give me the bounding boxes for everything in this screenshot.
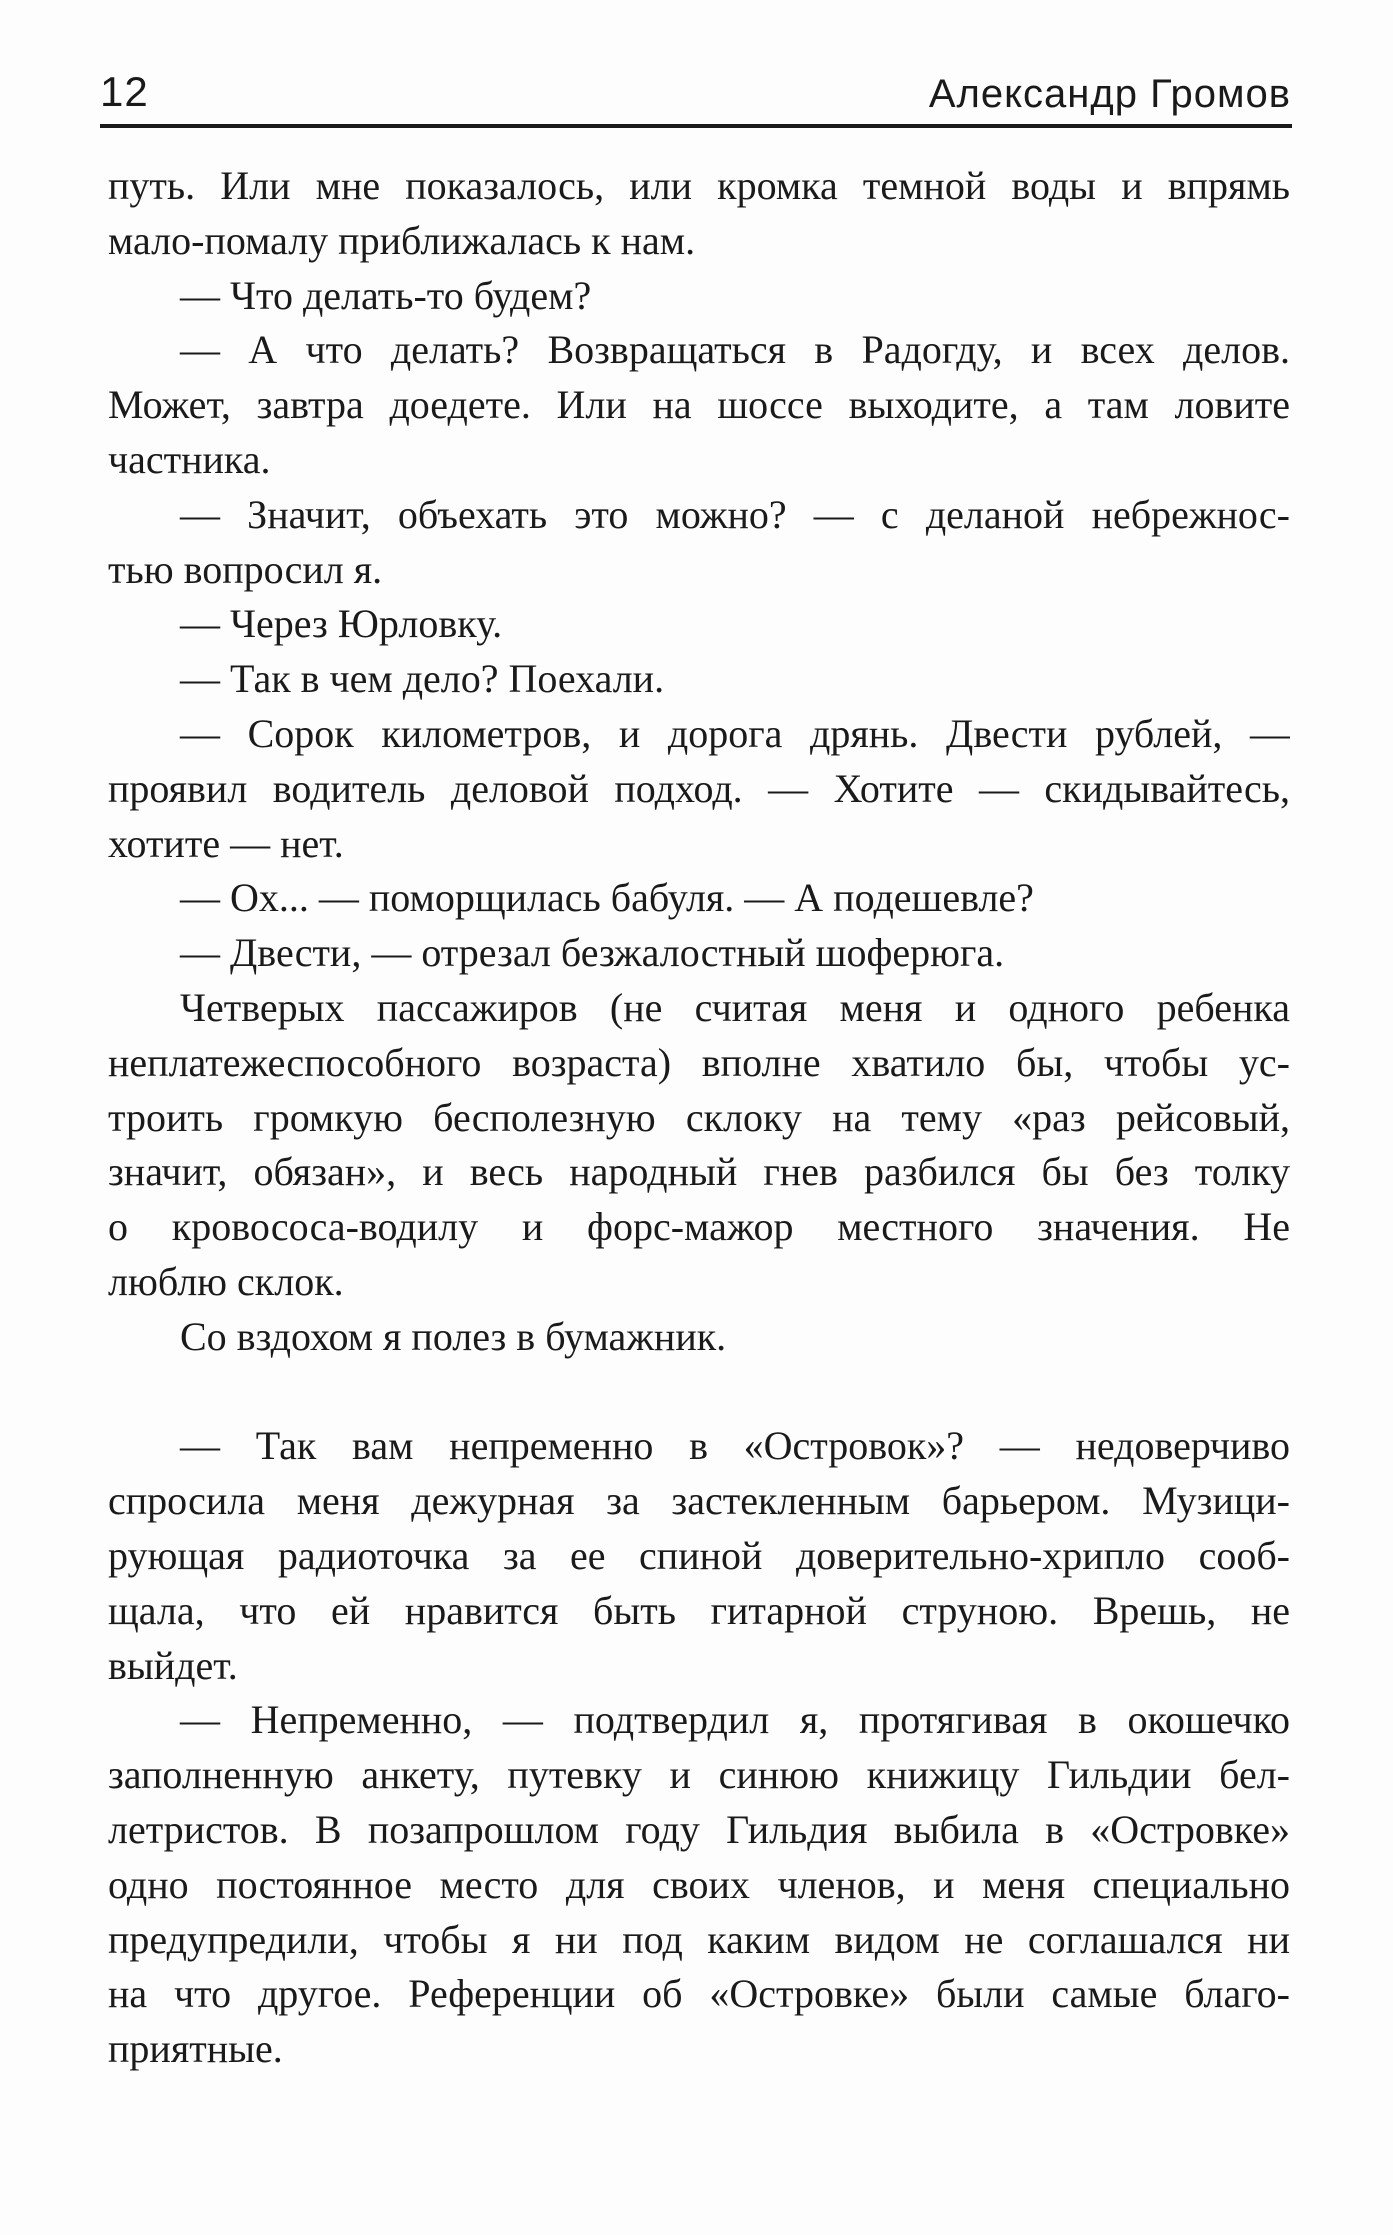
text-line: на что другое. Референции об «Островке» были самые благо- <box>108 1971 1290 2017</box>
page-body-text <box>108 159 1290 2077</box>
text-line: предупредили, чтобы я ни под каким видом не соглашался ни <box>108 1916 1290 1962</box>
paragraph <box>108 981 1290 1310</box>
paragraph <box>108 926 1290 981</box>
text-line: троить громкую бесполезную склоку на тему «раз рейсовый, <box>108 1094 1290 1140</box>
text-line: о кровососа-водилу и форс-мажор местного значения. Не <box>108 1204 1290 1250</box>
section-break <box>108 1365 1290 1420</box>
text-line: — Ох... — поморщилась бабуля. — А подешевле? <box>180 875 1034 921</box>
text-line: — Значит, объехать это можно? — с деланой небрежнос- <box>180 491 1290 537</box>
text-line: заполненную анкету, путевку и синюю книжицу Гильдии бел- <box>108 1752 1290 1798</box>
paragraph <box>108 488 1290 598</box>
header-rule <box>100 124 1292 128</box>
running-header <box>100 62 1291 126</box>
text-line: проявил водитель деловой подход. — Хотите — скидывайтесь, <box>108 765 1290 811</box>
text-line: рующая радиоточка за ее спиной доверительно-хрипло сооб- <box>108 1532 1290 1578</box>
text-line: приятные. <box>108 2026 283 2072</box>
paragraph <box>108 1693 1290 2077</box>
text-line: неплатежеспособного возраста) вполне хватило бы, чтобы ус- <box>108 1039 1290 1085</box>
text-line: — А что делать? Возвращаться в Радогду, и всех делов. <box>180 327 1290 373</box>
paragraph <box>108 1310 1290 1365</box>
page-number: 12 <box>100 68 149 115</box>
paragraph <box>108 871 1290 926</box>
paragraph <box>108 1419 1290 1693</box>
text-line: путь. Или мне показалось, или кромка темной воды и впрямь <box>108 163 1290 208</box>
text-line: тью вопросил я. <box>108 546 383 592</box>
text-line: — Так в чем дело? Поехали. <box>180 656 665 702</box>
text-line: летристов. В позапрошлом году Гильдия выбила в «Островке» <box>108 1806 1290 1852</box>
text-line: — Через Юрловку. <box>180 601 503 647</box>
text-line: Четверых пассажиров (не считая меня и одного ребенка <box>180 984 1290 1030</box>
text-line: — Сорок километров, и дорога дрянь. Двести рублей, — <box>180 710 1290 756</box>
text-line: — Двести, — отрезал безжалостный шоферюга. <box>180 930 1005 976</box>
paragraph <box>108 323 1290 487</box>
paragraph <box>108 707 1290 871</box>
text-line: люблю склок. <box>108 1258 344 1304</box>
text-line: — Так вам непременно в «Островок»? — недоверчиво <box>180 1423 1290 1469</box>
text-line: мало-помалу приближалась к нам. <box>108 217 696 263</box>
text-line: — Непременно, — подтвердил я, протягивая в окошечко <box>180 1697 1290 1743</box>
paragraph <box>108 159 1290 269</box>
text-line: Может, завтра доедете. Или на шоссе выходите, а там ловите <box>108 382 1290 428</box>
text-line: одно постоянное место для своих членов, и меня специально <box>108 1861 1290 1907</box>
text-line: — Что делать-то будем? <box>180 272 592 318</box>
text-line: хотите — нет. <box>108 820 344 866</box>
text-line: выйдет. <box>108 1642 238 1688</box>
paragraph <box>108 269 1290 324</box>
text-line: Со вздохом я полез в бумажник. <box>180 1313 727 1359</box>
paragraph <box>108 597 1290 652</box>
paragraph <box>108 652 1290 707</box>
text-line: частника. <box>108 436 271 482</box>
text-line: спросила меня дежурная за застекленным барьером. Музици- <box>108 1478 1290 1524</box>
text-line: щала, что ей нравится быть гитарной струною. Врешь, не <box>108 1587 1290 1633</box>
text-line: значит, обязан», и весь народный гнев разбился бы без толку <box>108 1149 1290 1195</box>
author-name: Александр Громов <box>928 72 1291 116</box>
